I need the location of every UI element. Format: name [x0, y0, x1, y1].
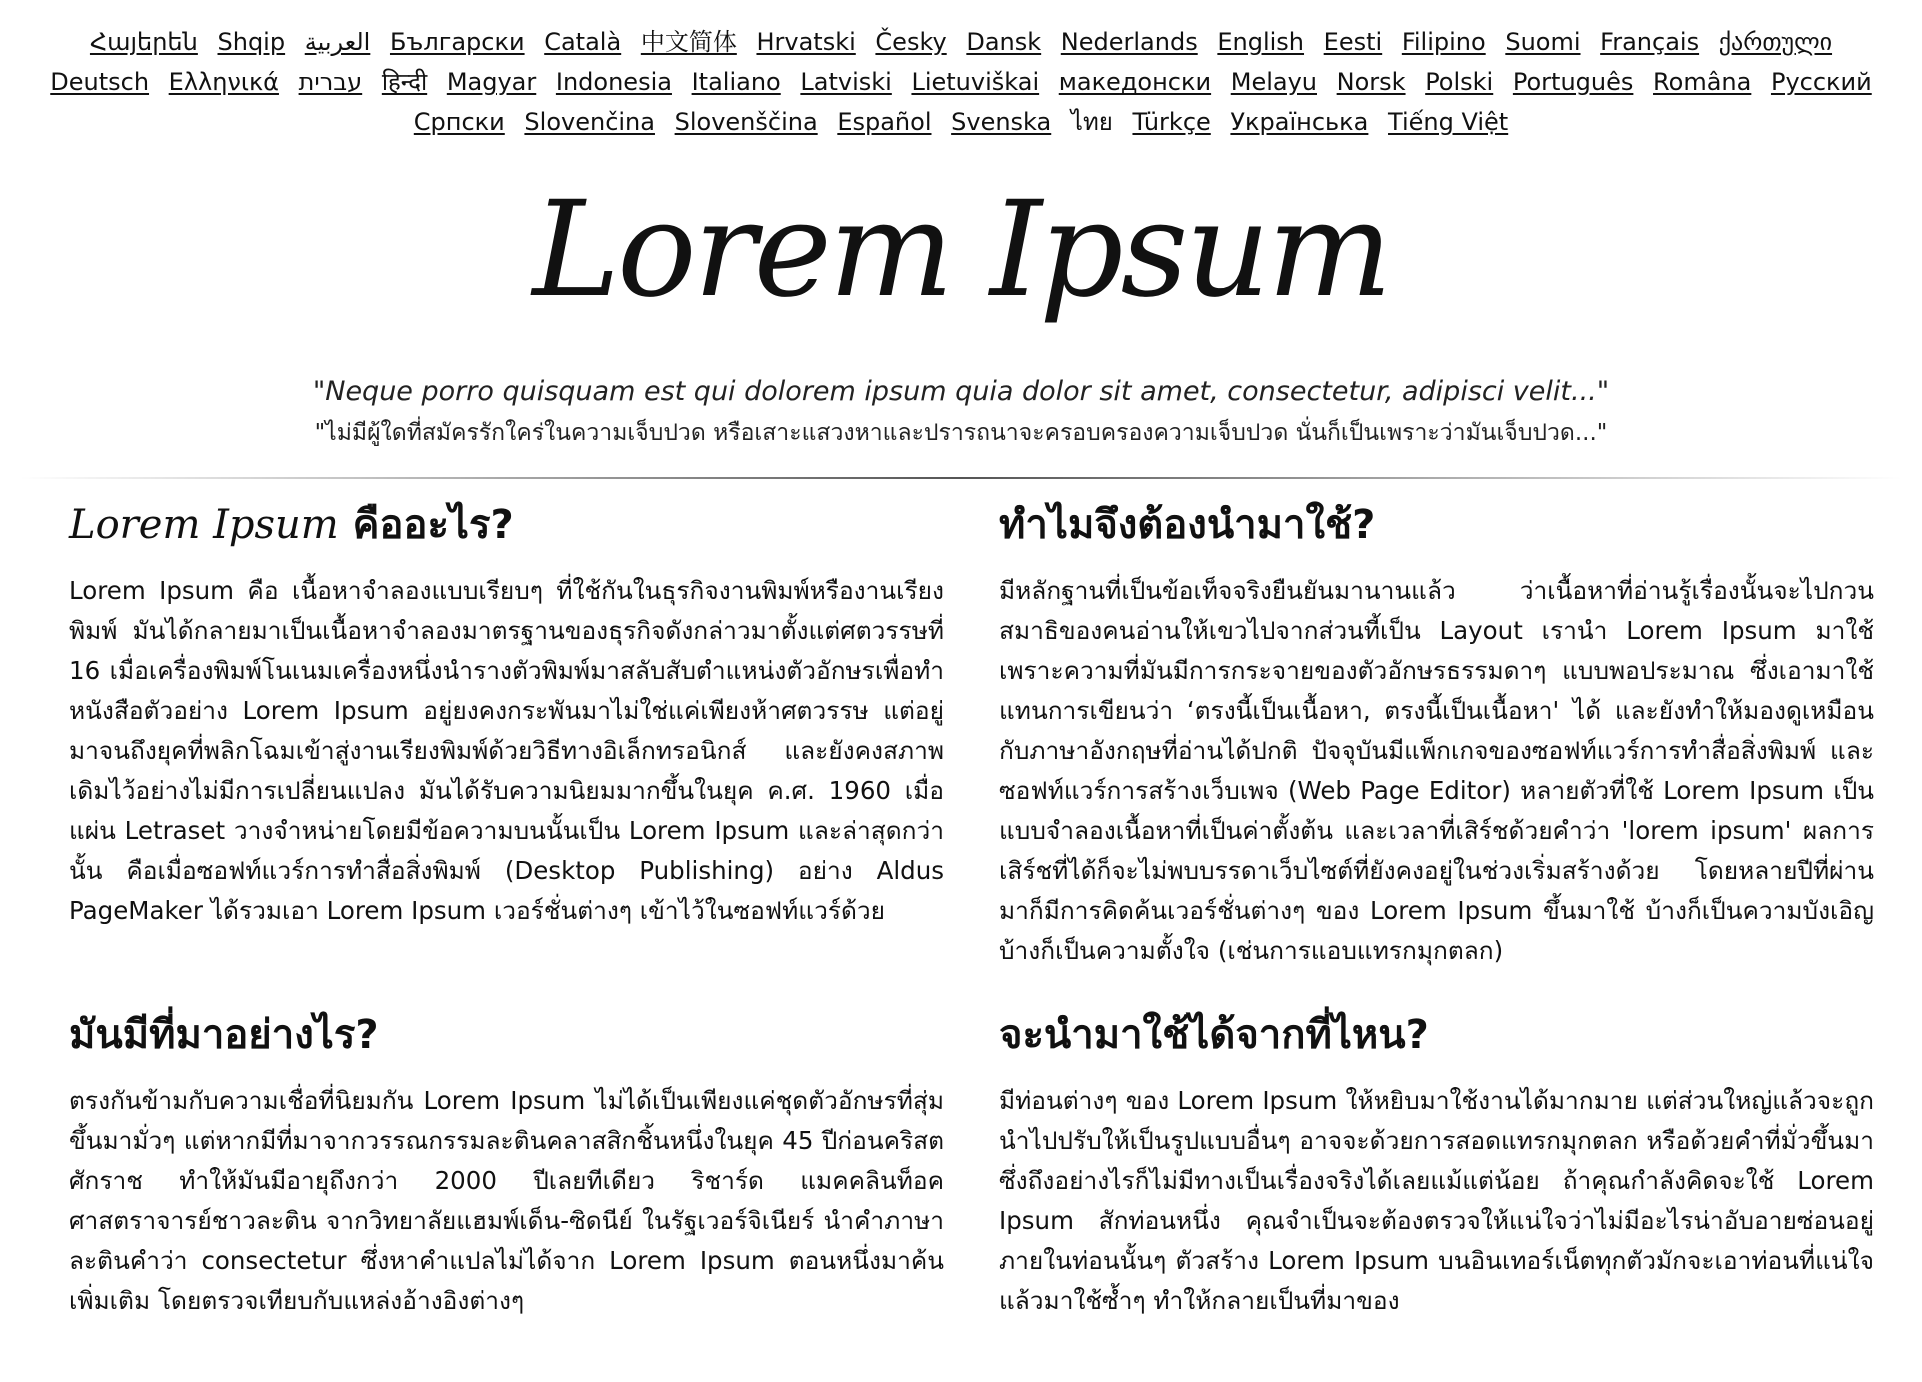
language-link[interactable]: Español [837, 108, 932, 136]
language-link[interactable]: Nederlands [1060, 28, 1198, 56]
language-link[interactable]: English [1217, 28, 1305, 56]
section-where-from-title: มันมีที่มาอย่างไร? [69, 1012, 379, 1058]
section-what-is [69, 479, 944, 971]
language-link[interactable]: עברית [298, 68, 363, 96]
section-what-is-title-rest: คืออะไร? [338, 502, 514, 548]
language-link[interactable]: हिन्दी [381, 68, 428, 96]
latin-quote: "Neque porro quisquam est qui dolorem ipsum quia dolor sit amet, consectetur, adipisci velit..." [312, 376, 1610, 407]
thai-quote: "ไม่มีผู้ใดที่สมัครรักใคร่ในความเจ็บปวด หรือเสาะแสวงหาและปรารถนาจะครอบครองความเจ็บปวด นั่นก็เป็นเพราะว่ามันเจ็บปวด..." [314, 420, 1608, 446]
language-link[interactable]: Slovenščina [674, 108, 818, 136]
section-why-title: ทำไมจึงต้องนำมาใช้? [999, 502, 1376, 548]
language-link[interactable]: Dansk [966, 28, 1042, 56]
language-link[interactable]: 中文简体 [640, 28, 737, 56]
language-link[interactable]: Melayu [1230, 68, 1317, 96]
section-where-from [69, 989, 944, 1321]
language-link[interactable]: Català [544, 28, 622, 56]
section-where-get-body: มีท่อนต่างๆ ของ Lorem Ipsum ให้หยิบมาใช้งานได้มากมาย แต่ส่วนใหญ่แล้วจะถูกนำไปปรับให้เป็นรูปแบบอื่นๆ อาจจะด้วยการสอดแทรกมุกตลก หรือด้วยคำที่มั่วขึ้นมาซึ่งถึงอย่างไรก็ไม่มีทางเป็นเรื่องจริงได้เลยแม้แต่น้อย ถ้าคุณกำลังคิดจะใช้ Lorem Ipsum สักท่อนหนึ่ง คุณจำเป็นจะต้องตรวจให้แน่ใจว่าไม่มีอะไรน่าอับอายซ่อนอยู่ภายในท่อนนั้นๆ ตัวสร้าง Lorem Ipsum บนอินเทอร์เน็ตทุกตัวมักจะเอาท่อนที่แน่ใจแล้วมาใช้ซ้ำๆ ทำให้กลายเป็นที่มาของ [999, 1086, 1874, 1315]
language-nav [21, 22, 1901, 142]
language-link[interactable]: македонски [1058, 68, 1212, 96]
language-link[interactable]: Româna [1653, 68, 1752, 96]
section-what-is-body: Lorem Ipsum คือ เนื้อหาจำลองแบบเรียบๆ ที่ใช้กันในธุรกิจงานพิมพ์หรืองานเรียงพิมพ์ มันได้กลายมาเป็นเนื้อหาจำลองมาตรฐานของธุรกิจดังกล่าวมาตั้งแต่ศตวรรษที่ 16 เมื่อเครื่องพิมพ์โนเนมเครื่องหนึ่งนำรางตัวพิมพ์มาสลับสับตำแหน่งตัวอักษรเพื่อทำหนังสือตัวอย่าง Lorem Ipsum อยู่ยงคงกระพันมาไม่ใช่แค่เพียงห้าศตวรรษ แต่อยู่มาจนถึงยุคที่พลิกโฉมเข้าสู่งานเรียงพิมพ์ด้วยวิธีทางอิเล็กทรอนิกส์ และยังคงสภาพเดิมไว้อย่างไม่มีการเปลี่ยนแปลง มันได้รับความนิยมมากขึ้นในยุค ค.ศ. 1960 เมื่อแผ่น Letraset วางจำหน่ายโดยมีข้อความบนนั้นเป็น Lorem Ipsum และล่าสุดกว่านั้น คือเมื่อซอฟท์แวร์การทำสื่อสิ่งพิมพ์ (Desktop Publishing) อย่าง Aldus PageMaker ได้รวมเอา Lorem Ipsum เวอร์ชั่นต่างๆ เข้าไว้ในซอฟท์แวร์ด้วย [69, 576, 944, 925]
language-link[interactable]: Српски [413, 108, 505, 136]
language-link[interactable]: Latviski [800, 68, 892, 96]
language-link[interactable]: Suomi [1505, 28, 1581, 56]
section-where-get-title: จะนำมาใช้ได้จากที่ไหน? [999, 1012, 1429, 1058]
language-link[interactable]: Slovenčina [524, 108, 655, 136]
section-why-body: มีหลักฐานที่เป็นข้อเท็จจริงยืนยันมานานแล้ว ว่าเนื้อหาที่อ่านรู้เรื่องนั้นจะไปกวนสมาธิของคนอ่านให้เขวไปจากส่วนที้เป็น Layout เรานำ Lorem Ipsum มาใช้เพราะความที่มันมีการกระจายของตัวอักษรธรรมดาๆ แบบพอประมาณ ซึ่งเอามาใช้แทนการเขียนว่า ‘ตรงนี้เป็นเนื้อหา, ตรงนี้เป็นเนื้อหา' ได้ และยังทำให้มองดูเหมือนกับภาษาอังกฤษที่อ่านได้ปกติ ปัจจุบันมีแพ็กเกจของซอฟท์แวร์การทำสื่อสิ่งพิมพ์ และซอฟท์แวร์การสร้างเว็บเพจ (Web Page Editor) หลายตัวที่ใช้ Lorem Ipsum เป็นแบบจำลองเนื้อหาที่เป็นค่าตั้งต้น และเวลาที่เสิร์ชด้วยคำว่า 'lorem ipsum' ผลการเสิร์ชที่ได้ก็จะไม่พบบรรดาเว็บไซต์ที่ยังคงอยู่ในช่วงเริ่มสร้างด้วย โดยหลายปีที่ผ่านมาก็มีการคิดค้นเวอร์ชั่นต่างๆ ของ Lorem Ipsum ขึ้นมาใช้ บ้างก็เป็นความบังเอิญ บ้างก็เป็นความตั้งใจ (เช่นการแอบแทรกมุกตลก) [999, 576, 1874, 965]
section-where-get [999, 989, 1874, 1321]
section-what-is-title-latin: Lorem Ipsum [69, 502, 339, 548]
language-link[interactable]: Eesti [1323, 28, 1383, 56]
language-link[interactable]: Български [389, 28, 525, 56]
language-link[interactable]: ქართული [1718, 28, 1833, 56]
language-link[interactable]: Türkçe [1132, 108, 1211, 136]
content-columns [0, 479, 1922, 1321]
language-link[interactable]: Français [1600, 28, 1700, 56]
language-link[interactable]: Italiano [691, 68, 781, 96]
section-where-from-body: ตรงกันข้ามกับความเชื่อที่นิยมกัน Lorem Ipsum ไม่ได้เป็นเพียงแค่ชุดตัวอักษรที่สุ่มขึ้นมามั่วๆ แต่หากมีที่มาจากวรรณกรรมละตินคลาสสิกชิ้นหนึ่งในยุค 45 ปีก่อนคริสตศักราช ทำให้มันมีอายุถึงกว่า 2000 ปีเลยทีเดียว ริชาร์ด แมคคลินท็อค ศาสตราจารย์ชาวละติน จากวิทยาลัยแฮมพ์เด็น-ซิดนีย์ ในรัฐเวอร์จิเนียร์ นำคำภาษาละตินคำว่า consectetur ซึ่งหาคำแปลไม่ได้จาก Lorem Ipsum ตอนหนึ่งมาค้นเพิ่มเติม โดยตรวจเทียบกับแหล่งอ้างอิงต่างๆ [69, 1086, 944, 1315]
language-link[interactable]: Hrvatski [756, 28, 856, 56]
language-link[interactable]: Indonesia [555, 68, 672, 96]
language-link[interactable]: Português [1512, 68, 1634, 96]
language-link[interactable]: Magyar [446, 68, 537, 96]
section-what-is-title [69, 495, 944, 555]
language-link[interactable]: Lietuviškai [911, 68, 1040, 96]
language-link[interactable]: Ελληνικά [168, 68, 279, 96]
site-title: Lorem Ipsum [532, 173, 1390, 327]
language-link[interactable]: Shqip [217, 28, 286, 56]
language-link[interactable]: Հայերեն [89, 28, 198, 56]
language-link[interactable]: Norsk [1336, 68, 1406, 96]
language-link[interactable]: Česky [875, 28, 947, 56]
language-link[interactable]: العربية [304, 28, 371, 56]
language-link[interactable]: Polski [1425, 68, 1494, 96]
language-link[interactable]: ไทย [1070, 108, 1113, 136]
section-why [999, 479, 1874, 971]
language-link[interactable]: Svenska [951, 108, 1052, 136]
language-link[interactable]: Deutsch [50, 68, 150, 96]
language-link[interactable]: Filipino [1401, 28, 1486, 56]
language-link[interactable]: Українська [1230, 108, 1369, 136]
language-link[interactable]: Tiếng Việt [1388, 108, 1509, 136]
language-link[interactable]: Pyccкий [1770, 68, 1872, 96]
